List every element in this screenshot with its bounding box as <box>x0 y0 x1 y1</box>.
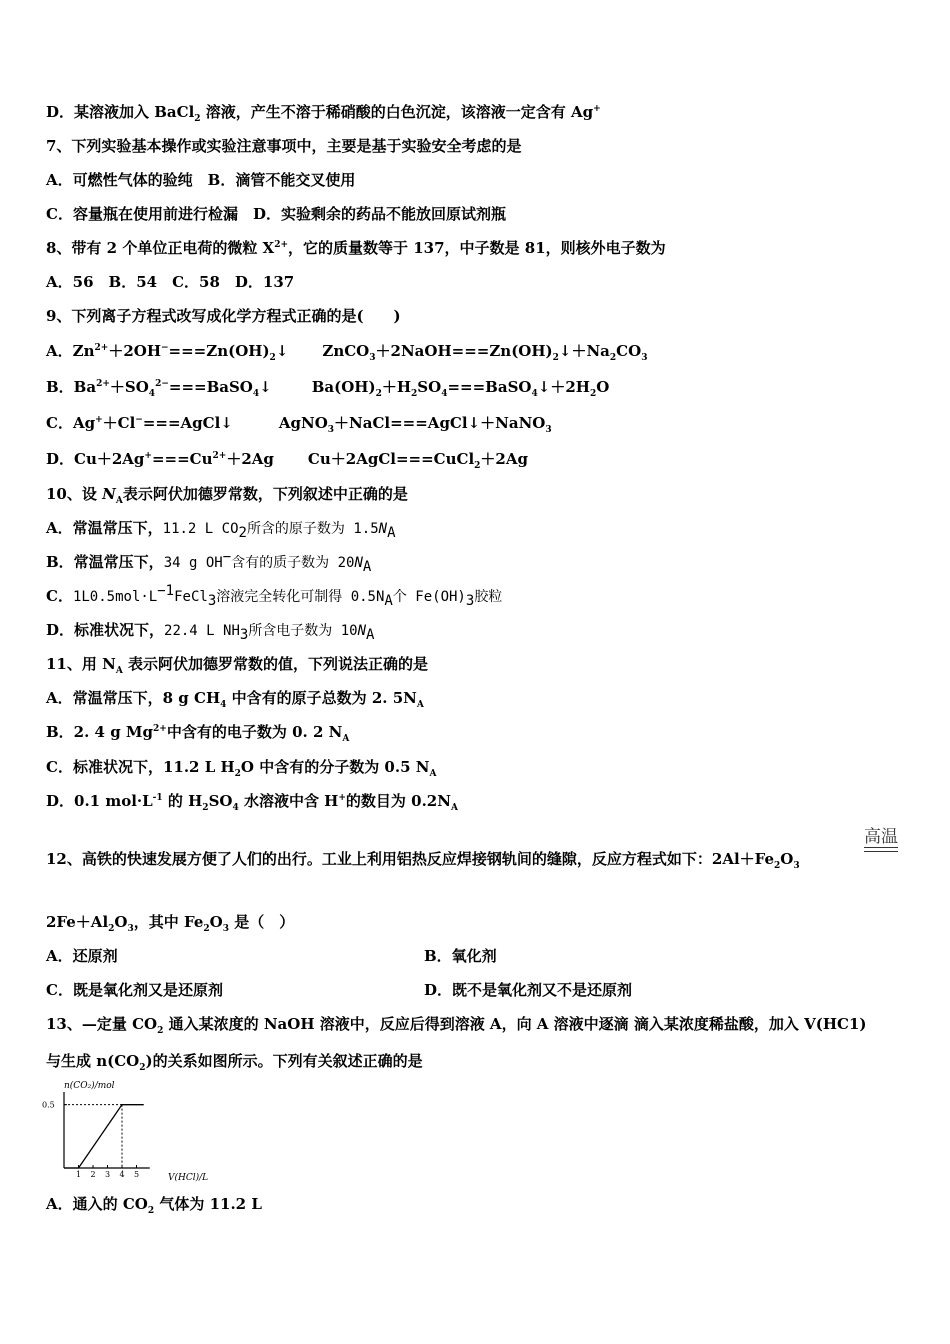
q11-option-b: B．2. 4 g $Mg^{2+}$中含有的电子数为 0. 2 $N_A$ <box>46 723 350 744</box>
q11-stem: 11、用 $N_A$ 表示阿伏加德罗常数的值，下列说法正确的是 <box>46 655 429 676</box>
co2-hcl-chart <box>40 1078 210 1186</box>
q9-option-b: B．$Ba^{2+}+SO_4^{2-}===BaSO_4↓$ $Ba(OH)_2+H_2SO_4===BaSO_4↓+2H_2O$ <box>46 378 610 399</box>
q8-stem: 8、带有 2 个单位正电荷的微粒 $X^{2+}$，它的质量数等于 137，中子数是 81，则核外电子数为 <box>46 239 666 257</box>
q8-options: A．56 B．54 C．58 D．137 <box>46 273 295 291</box>
q11-option-d: D．0.1 $mol\cdot L^{-1}$ 的 $H_2SO_4$ 水溶液中含 H+的数目为 $0.2N_A$ <box>46 792 458 813</box>
q10-stem: 10、设 $N_A$表示阿伏加德罗常数，下列叙述中正确的是 <box>46 485 408 506</box>
q13-option-a: A．通入的 $CO_2$ 气体为 11.2 L <box>46 1195 262 1216</box>
q9-option-c: C．Ag+＋Cl−===AgCl↓ AgNO$_3$＋NaCl===AgCl↓＋NaNO$_3$ <box>46 414 552 435</box>
q6-option-d: D．某溶液加入 BaCl$_2$ 溶液，产生不溶于稀硝酸的白色沉淀，该溶液一定含有 Ag+ <box>46 103 601 124</box>
y-axis-label: n(CO₂)/mol <box>64 1081 115 1091</box>
x-tick-label: 5 <box>134 1170 140 1179</box>
x-tick-label: 4 <box>119 1170 125 1179</box>
q13-stem: 13、—定量 $CO_2$ 通入某浓度的 NaOH 溶液中，反应后得到溶液 A，向 A 溶液中逐滴 滴入某浓度稀盐酸，加入 V(HC1) <box>46 1015 867 1036</box>
q9-option-d: D．$Cu+2Ag^+===Cu^{2+}+2Ag$ Cu＋2AgCl===CuCl$_2$＋2Ag <box>46 450 528 471</box>
x-tick-label: 3 <box>105 1170 111 1179</box>
q12-stem-line2: $2Fe+Al_2O_3$，其中 $Fe_2O_3$ 是（ ） <box>46 913 295 934</box>
q13-stem-line2: 与生成 $n(CO_2)$的关系如图所示。下列有关叙述正确的是 <box>46 1052 423 1073</box>
q12-options-ab: A．还原剂 B．氧化剂 <box>46 947 497 965</box>
x-axis-label: V(HCl)/L <box>168 1173 209 1183</box>
y-tick-label: 0.5 <box>42 1100 55 1110</box>
q9-stem: 9、下列离子方程式改写成化学方程式正确的是( ) <box>46 307 401 325</box>
q10-option-b: B．常温常压下，34 g OH−含有的质子数为 $20N_A$ <box>46 549 372 575</box>
q9-option-a: A．$Zn^{2+}+2OH^-===Zn(OH)_2↓$ $ZnCO_3+2NaOH===Zn(OH)_2↓+Na_2CO_3$ <box>46 342 648 363</box>
q12-options-cd: C．既是氧化剂又是还原剂 D．既不是氧化剂又不是还原剂 <box>46 981 633 999</box>
series-line <box>64 1105 144 1168</box>
q11-option-c: C．标准状况下，11.2 L $H_2O$ 中含有的分子数为 0.5 $N_A$ <box>46 758 437 779</box>
q10-option-a: A．常温常压下，11.2 L $CO_2$所含的原子数为 $1.5N_A$ <box>46 519 396 541</box>
q10-option-c: C．$1L0.5mol\cdot L^{-1}FeCl_3$溶液完全转化可制得 $0.5N_A$个 $Fe(OH)_3$胶粒 <box>46 583 503 609</box>
q7-options-ab: A．可燃性气体的验纯 B．滴管不能交叉使用 <box>46 171 356 189</box>
reaction-condition-high-temp: 高温 <box>864 822 898 847</box>
q11-option-a: A．常温常压下，8 g $CH_4$ 中含有的原子总数为 2. $5N_A$ <box>46 689 424 710</box>
x-tick-label: 2 <box>90 1170 96 1179</box>
x-tick-label: 1 <box>76 1170 82 1179</box>
q10-option-d: D．标准状况下，22.4 L $NH_3$所含电子数为 $10N_A$ <box>46 621 375 643</box>
q7-stem: 7、下列实验基本操作或实验注意事项中，主要是基于实验安全考虑的是 <box>46 137 522 155</box>
q7-options-cd: C．容量瓶在使用前进行检漏 D．实验剩余的药品不能放回原试剂瓶 <box>46 205 506 223</box>
q12-stem: 12、高铁的快速发展方便了人们的出行。工业上利用铝热反应焊接钢轨间的缝隙，反应方程式如下：$2Al+Fe_2O_3$ <box>46 850 800 871</box>
